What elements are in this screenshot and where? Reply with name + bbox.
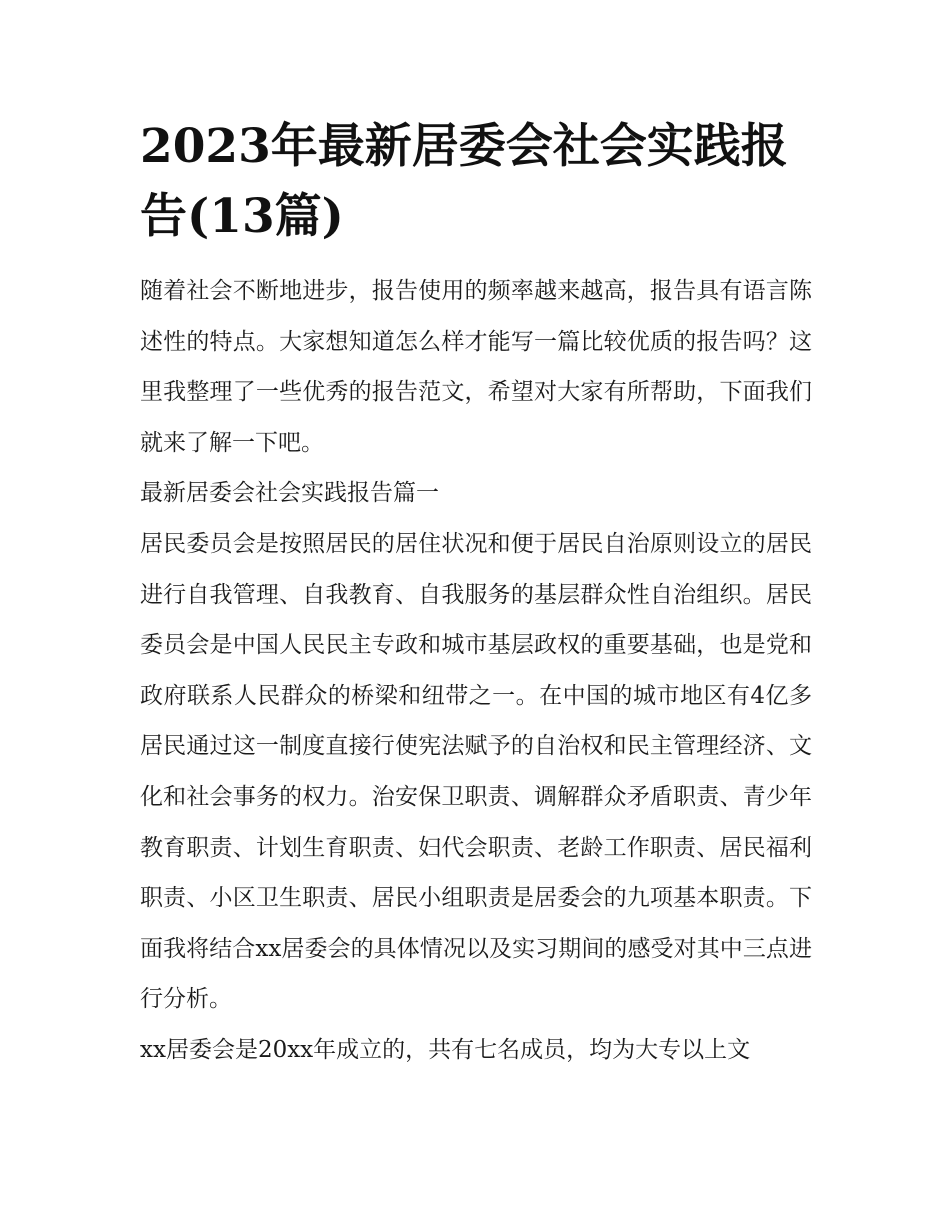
body-paragraph: 居民委员会是按照居民的居住状况和便于居民自治原则设立的居民进行自我管理、自我教育、自我服务的基层群众性自治组织。居民委员会是中国人民民主专政和城市基层政权的重要基础，也是党和政府联系人民群众的桥梁和纽带之一。在中国的城市地区有4亿多居民通过这一制度直接行使宪法赋予的自治权和民主管理经济、文化和社会事务的权力。治安保卫职责、调解群众矛盾职责、青少年教育职责、计划生育职责、妇代会职责、老龄工作职责、居民福利职责、小区卫生职责、居民小组职责是居委会的九项基本职责。下面我将结合xx居委会的具体情况以及实习期间的感受对其中三点进行分析。	[140, 530, 812, 1013]
document-page	[140, 112, 812, 1076]
document-title: 2023年最新居委会社会实践报告(13篇)	[140, 119, 788, 244]
intro-paragraph: 随着社会不断地进步，报告使用的频率越来越高，报告具有语言陈述性的特点。大家想知道怎么样才能写一篇比较优质的报告吗？这里我整理了一些优秀的报告范文，希望对大家有所帮助，下面我们就来了解一下吧。	[140, 278, 812, 456]
body-paragraph: xx居委会是20xx年成立的，共有七名成员，均为大专以上文	[140, 1036, 751, 1063]
section-heading: 最新居委会社会实践报告篇一	[140, 480, 439, 507]
